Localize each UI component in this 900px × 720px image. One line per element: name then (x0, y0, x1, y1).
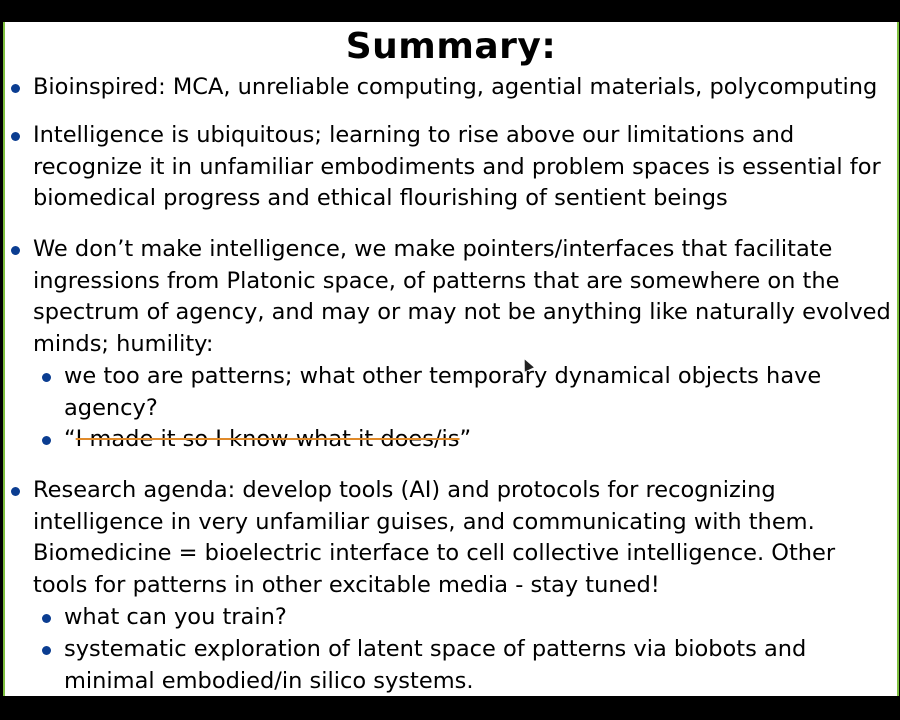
sub-bullet-icon (42, 646, 51, 655)
bullet-1-text: Bioinspired: MCA, unreliable computing, agential materials, polycomputing (33, 74, 878, 100)
bullet-icon (11, 84, 20, 93)
bullet-4-sub-2-text: systematic exploration of latent space of patterns via biobots and minimal embodied/in silico systems. (64, 636, 807, 694)
bullet-icon (11, 487, 20, 496)
slide-title: Summary: (345, 26, 557, 67)
sub-bullet-icon (42, 436, 51, 445)
bullet-3-sub-1-text: we too are patterns; what other temporary dynamical objects have agency? (64, 363, 822, 421)
bullet-3-text: We don’t make intelligence, we make pointers/interfaces that facilitate ingressions from Platonic space, of patterns that are somewhere on the spectrum of agency, and may or may not be anything like naturally evolved minds; humility: (33, 236, 891, 357)
bullet-3-sub-2-text (64, 424, 854, 456)
struck-quote: I made it so I know what it does/is (75, 426, 460, 452)
bullet-4-sub-1-text: what can you train? (64, 604, 287, 630)
bullet-icon (11, 132, 20, 141)
bullet-icon (11, 246, 20, 255)
bullet-2-text: Intelligence is ubiquitous; learning to rise above our limitations and recognize it in unfamiliar embodiments and problem spaces is essential for biomedical progress and ethical flourishing of sentient beings (33, 122, 881, 211)
open-quote: “ (64, 426, 76, 452)
sub-bullet-icon (42, 614, 51, 623)
bullet-4-text: Research agenda: develop tools (AI) and protocols for recognizing intelligence in very unfamiliar guises, and communicating with them. Biomedicine = bioelectric interface to cell collective intelligence. Other tools for patterns in other excitable media - stay tuned! (33, 477, 836, 598)
slide (3, 22, 899, 696)
close-quote: ” (459, 426, 472, 452)
sub-bullet-icon (42, 373, 51, 382)
